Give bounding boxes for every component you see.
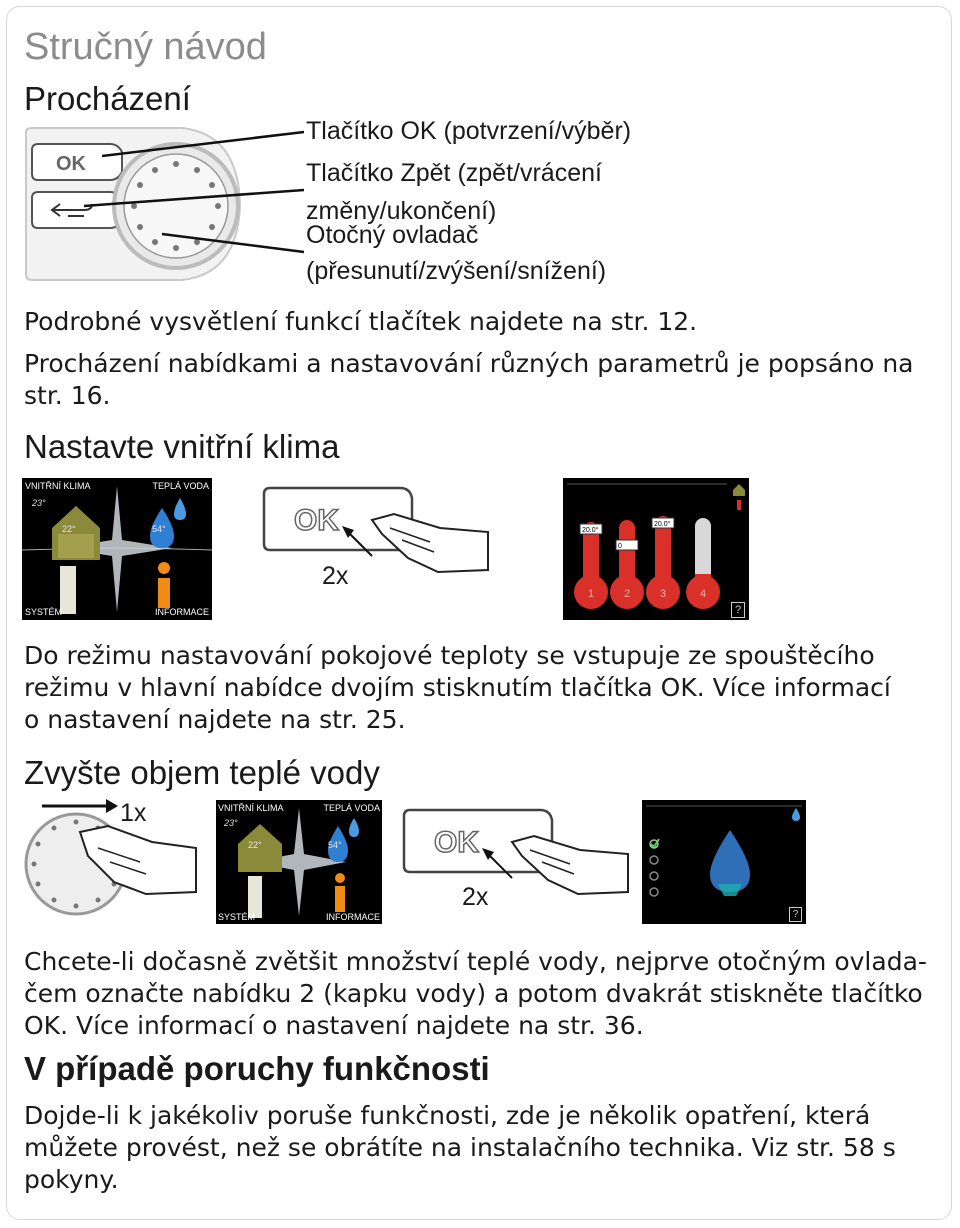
house-icon (733, 484, 745, 496)
indoor-climate-paragraph-line2: režimu v hlavní nabídce dvojím stisknutím tlačítka OK. Více informací (24, 673, 891, 702)
water-drop-icon (710, 830, 750, 892)
option-list (650, 839, 659, 896)
malfunction-paragraph-line2: můžete provést, než se obrátíte na instalačního technika. Viz str. 58 s (24, 1133, 896, 1162)
hot-water-paragraph-line3: OK. Více informací o nastavení najdete na str. 36. (24, 1011, 644, 1040)
thermometer-label: 2 (624, 588, 631, 600)
arrow-right-icon (106, 799, 118, 813)
hot-water-screen (642, 800, 806, 924)
ok-press-illustration (262, 484, 494, 590)
outdoor-temp: 23° (32, 498, 46, 508)
malfunction-paragraph-line3: pokyny. (24, 1165, 119, 1194)
outdoor-temp: 23° (224, 818, 238, 828)
ok-press-count: 2x (322, 562, 349, 590)
ok-button-illustration (32, 144, 122, 180)
thermometer-label: 4 (700, 588, 707, 600)
dial-turn-illustration (22, 796, 200, 918)
thermometer-1 (574, 522, 608, 609)
label-ok-button: Tlačítko OK (potvrzení/výběr) (306, 117, 632, 145)
ok-key-label: OK (434, 826, 479, 859)
label-dial-line1: Otočný ovladač (306, 221, 479, 249)
label-back-button-line2: změny/ukončení) (306, 197, 497, 225)
thermometer-value: 20.0° (654, 521, 671, 528)
indoor-climate-paragraph-line1: Do režimu nastavování pokojové teploty se vstupuje ze spouštěcího (24, 641, 875, 670)
menu-label-hot-water: TEPLÁ VODA (152, 481, 209, 491)
navigation-paragraph-2-line2: str. 16. (24, 381, 111, 410)
malfunction-paragraph-line1: Dojde-li k jakékoliv poruše funkčnosti, zde je několik opatření, která (24, 1101, 871, 1130)
menu-label-indoor-climate: VNITŘNÍ KLIMA (218, 803, 284, 813)
thermometer-small-icon (737, 500, 741, 510)
thermometer-3 (646, 516, 680, 609)
thermometer-value: 20.0° (582, 527, 599, 534)
menu-label-system: SYSTÉM (25, 607, 63, 617)
back-button-illustration (32, 192, 122, 228)
main-menu-screen-2 (216, 800, 382, 924)
info-icon (158, 562, 170, 574)
menu-label-hot-water: TEPLÁ VODA (323, 803, 380, 813)
control-panel-illustration (22, 124, 312, 286)
ok-key-label: OK (294, 504, 339, 537)
ok-press-illustration-2 (402, 806, 634, 912)
ok-press-count-2: 2x (462, 883, 489, 911)
menu-label-information: INFORMACE (155, 607, 209, 617)
ok-key-label: OK (56, 153, 86, 175)
thermometer-4 (686, 518, 720, 609)
hot-water-heading: Zvyšte objem teplé vody (24, 754, 380, 791)
menu-label-information: INFORMACE (326, 912, 380, 922)
hot-water-paragraph-line2: čem označte nabídku 2 (kapku vody) a potom dvakrát stiskněte tlačítko (24, 979, 923, 1008)
menu-label-system: SYSTÉM (218, 912, 256, 922)
help-icon: ? (731, 602, 745, 618)
main-menu-screen (22, 478, 212, 620)
label-back-button-line1: Tlačítko Zpět (zpět/vrácení (306, 159, 602, 187)
thermometer-label: 1 (588, 588, 595, 600)
curve-settings-screen (563, 478, 749, 620)
thermometer-2 (610, 520, 644, 609)
malfunction-heading: V případě poruchy funkčnosti (24, 1050, 490, 1087)
label-dial-line2: (přesunutí/zvýšení/snížení) (306, 257, 607, 285)
navigation-heading: Procházení (24, 80, 191, 117)
page-title: Stručný návod (24, 26, 267, 68)
rotary-dial-illustration (114, 144, 238, 268)
thermometer-label: 3 (660, 588, 667, 600)
indoor-climate-heading: Nastavte vnitřní klima (24, 428, 340, 465)
menu-label-indoor-climate: VNITŘNÍ KLIMA (25, 481, 91, 491)
dial-turn-count: 1x (120, 799, 147, 827)
navigation-paragraph-2-line1: Procházení nabídkami a nastavování různých parametrů je popsáno na (24, 349, 914, 378)
indoor-temp: 22° (62, 524, 76, 534)
indoor-temp: 22° (248, 840, 262, 850)
navigation-paragraph-1: Podrobné vysvětlení funkcí tlačítek najdete na str. 12. (24, 307, 698, 336)
system-icon (60, 566, 76, 614)
indoor-climate-paragraph-line3: o nastavení najdete na str. 25. (24, 705, 406, 734)
water-temp: 54° (152, 524, 166, 534)
hot-water-paragraph-line1: Chcete-li dočasně zvětšit množství teplé vody, nejprve otočným ovlada- (24, 947, 927, 976)
help-icon: ? (789, 907, 802, 922)
water-temp: 54° (328, 840, 342, 850)
thermometer-value: 0 (618, 543, 622, 550)
info-icon (335, 873, 345, 883)
